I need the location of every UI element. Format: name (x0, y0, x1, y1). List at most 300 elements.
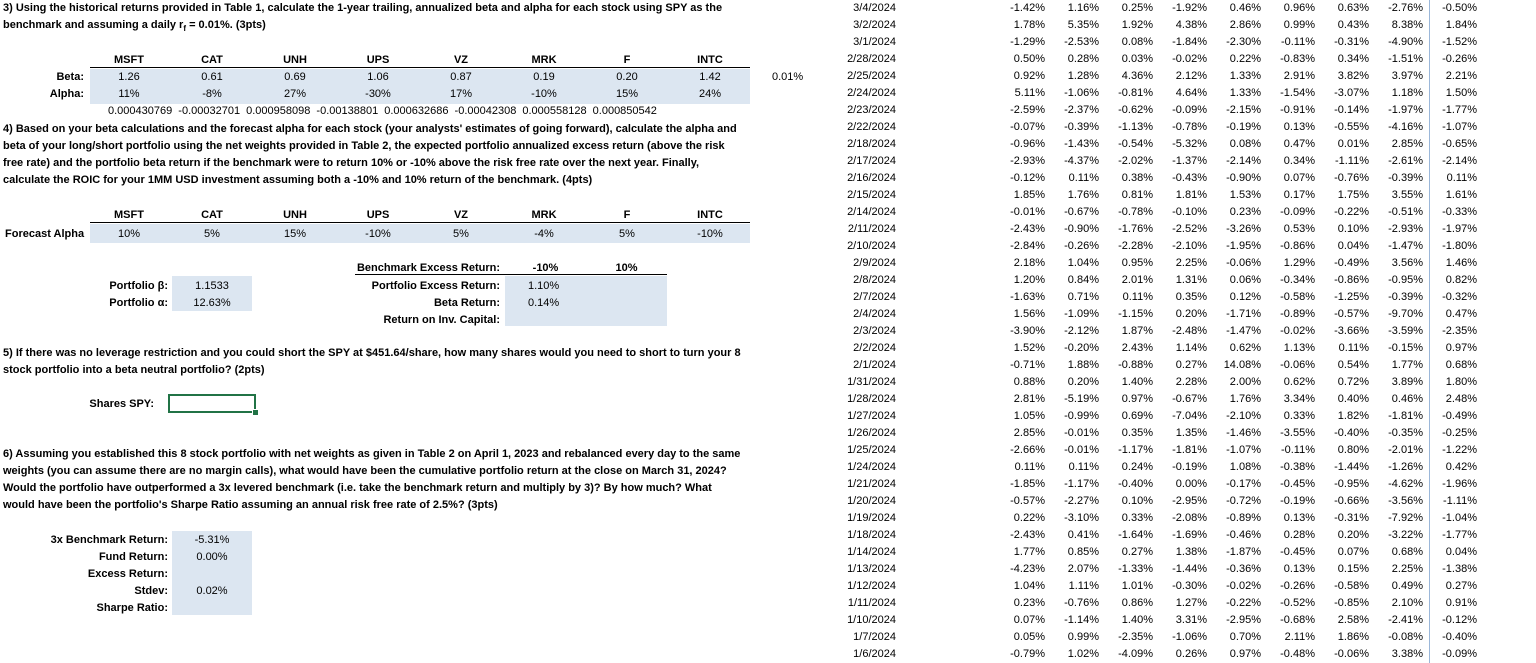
return-cell[interactable]: -1.06% (1172, 631, 1207, 643)
beta-value[interactable]: 1.06 (367, 71, 389, 83)
return-cell[interactable]: 2.07% (1067, 563, 1099, 575)
return-cell[interactable]: -9.70% (1388, 308, 1423, 320)
return-cell[interactable]: 0.91% (1429, 595, 1483, 612)
beta-value[interactable]: 0.20 (616, 71, 638, 83)
return-cell[interactable]: -2.01% (1388, 444, 1423, 456)
return-cell[interactable]: 1.78% (1013, 19, 1045, 31)
date-cell[interactable]: 2/3/2024 (853, 325, 896, 337)
return-cell[interactable]: -0.30% (1172, 580, 1207, 592)
return-cell[interactable]: 0.95% (1121, 257, 1153, 269)
return-cell[interactable]: -0.91% (1280, 104, 1315, 116)
date-cell[interactable]: 1/27/2024 (847, 410, 896, 422)
alpha-value[interactable]: 24% (698, 88, 722, 100)
return-cell[interactable]: -1.11% (1429, 493, 1483, 510)
return-cell[interactable]: 0.27% (1121, 546, 1153, 558)
return-cell[interactable]: -0.89% (1280, 308, 1315, 320)
return-cell[interactable]: 0.27% (1175, 359, 1207, 371)
return-cell[interactable]: -0.54% (1118, 138, 1153, 150)
return-cell[interactable]: 3.31% (1175, 614, 1207, 626)
return-cell[interactable]: -0.85% (1334, 597, 1369, 609)
return-cell[interactable]: -2.14% (1226, 155, 1261, 167)
return-cell[interactable]: 0.47% (1429, 306, 1483, 323)
return-cell[interactable]: 0.92% (1013, 70, 1045, 82)
return-cell[interactable]: -0.01% (1010, 206, 1045, 218)
return-cell[interactable]: -0.89% (1226, 512, 1261, 524)
return-cell[interactable]: -1.81% (1172, 444, 1207, 456)
return-cell[interactable]: 0.05% (1013, 631, 1045, 643)
date-cell[interactable]: 2/2/2024 (853, 342, 896, 354)
forecast-alpha-value[interactable]: -10% (697, 228, 723, 240)
date-cell[interactable]: 2/4/2024 (853, 308, 896, 320)
date-cell[interactable]: 1/10/2024 (847, 614, 896, 626)
return-cell[interactable]: 0.27% (1429, 578, 1483, 595)
date-cell[interactable]: 1/19/2024 (847, 512, 896, 524)
return-cell[interactable]: 2.21% (1429, 68, 1483, 85)
return-cell[interactable]: -0.17% (1226, 478, 1261, 490)
return-cell[interactable]: -2.15% (1226, 104, 1261, 116)
return-cell[interactable]: -2.93% (1010, 155, 1045, 167)
return-cell[interactable]: -0.25% (1429, 425, 1483, 442)
date-cell[interactable]: 1/31/2024 (847, 376, 896, 388)
return-cell[interactable]: 0.13% (1283, 563, 1315, 575)
forecast-alpha-value[interactable]: -4% (534, 228, 554, 240)
return-cell[interactable]: 0.34% (1283, 155, 1315, 167)
return-cell[interactable]: 0.26% (1175, 648, 1207, 660)
return-cell[interactable]: -2.43% (1010, 529, 1045, 541)
return-cell[interactable]: -0.10% (1172, 206, 1207, 218)
return-cell[interactable]: -0.26% (1064, 240, 1099, 252)
forecast-alpha-value[interactable]: 15% (283, 228, 307, 240)
date-cell[interactable]: 2/28/2024 (847, 53, 896, 65)
return-cell[interactable]: 0.22% (1229, 53, 1261, 65)
return-cell[interactable]: 0.68% (1391, 546, 1423, 558)
return-cell[interactable]: 0.07% (1337, 546, 1369, 558)
return-cell[interactable]: 8.38% (1391, 19, 1423, 31)
return-cell[interactable]: -4.62% (1388, 478, 1423, 490)
return-cell[interactable]: -0.12% (1429, 612, 1483, 629)
return-cell[interactable]: -2.28% (1118, 240, 1153, 252)
return-cell[interactable]: -1.95% (1226, 240, 1261, 252)
return-cell[interactable]: -0.40% (1429, 629, 1483, 646)
date-cell[interactable]: 2/16/2024 (847, 172, 896, 184)
return-cell[interactable]: 1.35% (1175, 427, 1207, 439)
return-cell[interactable]: -0.34% (1280, 274, 1315, 286)
return-cell[interactable]: 1.33% (1229, 87, 1261, 99)
return-cell[interactable]: 0.46% (1229, 2, 1261, 14)
return-cell[interactable]: 1.53% (1229, 189, 1261, 201)
return-cell[interactable]: -3.22% (1388, 529, 1423, 541)
return-cell[interactable]: 1.75% (1337, 189, 1369, 201)
beta-return-value[interactable]: 0.14% (528, 297, 560, 309)
return-cell[interactable]: -1.97% (1388, 104, 1423, 116)
return-cell[interactable]: 3.97% (1391, 70, 1423, 82)
return-cell[interactable]: -0.67% (1172, 393, 1207, 405)
return-cell[interactable]: 0.13% (1283, 512, 1315, 524)
return-cell[interactable]: 0.20% (1175, 308, 1207, 320)
return-cell[interactable]: -0.40% (1334, 427, 1369, 439)
date-cell[interactable]: 2/23/2024 (847, 104, 896, 116)
return-cell[interactable]: 3.34% (1283, 393, 1315, 405)
return-cell[interactable]: 2.25% (1391, 563, 1423, 575)
date-cell[interactable]: 2/22/2024 (847, 121, 896, 133)
return-cell[interactable]: -0.07% (1010, 121, 1045, 133)
alpha-value[interactable]: 17% (449, 88, 473, 100)
return-cell[interactable]: -2.95% (1172, 495, 1207, 507)
return-cell[interactable]: 0.20% (1067, 376, 1099, 388)
return-cell[interactable]: 0.11% (1338, 342, 1369, 354)
return-cell[interactable]: -3.59% (1388, 325, 1423, 337)
return-cell[interactable]: -1.54% (1280, 87, 1315, 99)
return-cell[interactable]: -0.39% (1388, 291, 1423, 303)
date-cell[interactable]: 2/24/2024 (847, 87, 896, 99)
q6-value[interactable]: 0.00% (196, 551, 228, 563)
return-cell[interactable]: -0.66% (1334, 495, 1369, 507)
alpha-value[interactable]: -30% (365, 88, 391, 100)
return-cell[interactable]: -1.96% (1429, 476, 1483, 493)
return-cell[interactable]: -0.01% (1064, 444, 1099, 456)
return-cell[interactable]: 0.35% (1121, 427, 1153, 439)
return-cell[interactable]: 2.18% (1013, 257, 1045, 269)
return-cell[interactable]: 2.28% (1175, 376, 1207, 388)
return-cell[interactable]: -0.09% (1280, 206, 1315, 218)
q6-value[interactable]: -5.31% (194, 534, 230, 546)
return-cell[interactable]: -1.64% (1118, 529, 1153, 541)
return-cell[interactable]: 1.82% (1337, 410, 1369, 422)
return-cell[interactable]: -0.14% (1334, 104, 1369, 116)
return-cell[interactable]: 0.35% (1175, 291, 1207, 303)
return-cell[interactable]: 1.04% (1067, 257, 1099, 269)
return-cell[interactable]: -0.43% (1172, 172, 1207, 184)
return-cell[interactable]: -2.08% (1172, 512, 1207, 524)
return-cell[interactable]: 2.91% (1283, 70, 1315, 82)
return-cell[interactable]: 0.33% (1283, 410, 1315, 422)
return-cell[interactable]: -0.33% (1429, 204, 1483, 221)
date-cell[interactable]: 1/7/2024 (853, 631, 896, 643)
return-cell[interactable]: 1.40% (1121, 614, 1153, 626)
date-cell[interactable]: 2/25/2024 (847, 70, 896, 82)
return-cell[interactable]: -1.07% (1226, 444, 1261, 456)
return-cell[interactable]: 0.17% (1283, 189, 1315, 201)
fill-handle[interactable] (252, 409, 259, 416)
date-cell[interactable]: 2/14/2024 (847, 206, 896, 218)
return-cell[interactable]: 1.77% (1391, 359, 1423, 371)
return-cell[interactable]: 0.03% (1121, 53, 1153, 65)
date-cell[interactable]: 1/25/2024 (847, 444, 896, 456)
beta-value[interactable]: 1.26 (118, 71, 140, 83)
return-cell[interactable]: 0.23% (1013, 597, 1045, 609)
return-cell[interactable]: -0.09% (1429, 646, 1483, 663)
return-cell[interactable]: 0.11% (1429, 170, 1483, 187)
date-cell[interactable]: 2/10/2024 (847, 240, 896, 252)
return-cell[interactable]: 1.14% (1175, 342, 1207, 354)
return-cell[interactable]: 0.54% (1337, 359, 1369, 371)
return-cell[interactable]: -0.06% (1280, 359, 1315, 371)
return-cell[interactable]: -3.66% (1334, 325, 1369, 337)
return-cell[interactable]: 1.92% (1121, 19, 1153, 31)
return-cell[interactable]: -2.41% (1388, 614, 1423, 626)
return-cell[interactable]: 1.28% (1067, 70, 1099, 82)
return-cell[interactable]: -1.80% (1429, 238, 1483, 255)
return-cell[interactable]: 2.43% (1121, 342, 1153, 354)
return-cell[interactable]: -0.02% (1172, 53, 1207, 65)
return-cell[interactable]: -1.52% (1429, 34, 1483, 51)
return-cell[interactable]: 0.11% (1122, 291, 1153, 303)
return-cell[interactable]: 0.01% (1337, 138, 1369, 150)
return-cell[interactable]: -0.62% (1118, 104, 1153, 116)
return-cell[interactable]: -0.31% (1334, 36, 1369, 48)
return-cell[interactable]: 1.88% (1067, 359, 1099, 371)
return-cell[interactable]: 1.52% (1013, 342, 1045, 354)
date-cell[interactable]: 1/6/2024 (853, 648, 896, 660)
return-cell[interactable]: 0.84% (1067, 274, 1099, 286)
return-cell[interactable]: 0.04% (1429, 544, 1483, 561)
return-cell[interactable]: 0.10% (1337, 223, 1369, 235)
return-cell[interactable]: 0.08% (1121, 36, 1153, 48)
return-cell[interactable]: -0.67% (1064, 206, 1099, 218)
return-cell[interactable]: -1.47% (1226, 325, 1261, 337)
return-cell[interactable]: -1.15% (1118, 308, 1153, 320)
date-cell[interactable]: 2/8/2024 (853, 274, 896, 286)
date-cell[interactable]: 1/11/2024 (847, 597, 896, 609)
return-cell[interactable]: -0.95% (1388, 274, 1423, 286)
return-cell[interactable]: -2.35% (1429, 323, 1483, 340)
return-cell[interactable]: 3.55% (1391, 189, 1423, 201)
return-cell[interactable]: -0.88% (1118, 359, 1153, 371)
return-cell[interactable]: -0.08% (1388, 631, 1423, 643)
return-cell[interactable]: -0.50% (1429, 0, 1483, 17)
alpha-value[interactable]: 27% (283, 88, 307, 100)
return-cell[interactable]: 2.81% (1013, 393, 1045, 405)
return-cell[interactable]: 1.01% (1121, 580, 1153, 592)
return-cell[interactable]: -0.22% (1334, 206, 1369, 218)
return-cell[interactable]: 2.12% (1175, 70, 1207, 82)
return-cell[interactable]: -1.69% (1172, 529, 1207, 541)
return-cell[interactable]: -0.26% (1280, 580, 1315, 592)
date-cell[interactable]: 1/26/2024 (847, 427, 896, 439)
return-cell[interactable]: -1.14% (1064, 614, 1099, 626)
return-cell[interactable]: 1.80% (1429, 374, 1483, 391)
forecast-alpha-value[interactable]: -10% (365, 228, 391, 240)
date-cell[interactable]: 1/20/2024 (847, 495, 896, 507)
return-cell[interactable]: -1.63% (1010, 291, 1045, 303)
return-cell[interactable]: -3.56% (1388, 495, 1423, 507)
return-cell[interactable]: -0.11% (1280, 444, 1315, 456)
return-cell[interactable]: -0.65% (1429, 136, 1483, 153)
return-cell[interactable]: 1.29% (1283, 257, 1315, 269)
return-cell[interactable]: 0.20% (1337, 529, 1369, 541)
return-cell[interactable]: -2.66% (1010, 444, 1045, 456)
alpha-value[interactable]: 11% (118, 88, 140, 100)
return-cell[interactable]: -0.39% (1388, 172, 1423, 184)
q6-value[interactable]: 0.02% (196, 585, 228, 597)
return-cell[interactable]: -2.59% (1010, 104, 1045, 116)
return-cell[interactable]: 0.49% (1391, 580, 1423, 592)
return-cell[interactable]: -1.77% (1429, 102, 1483, 119)
return-cell[interactable]: -1.44% (1334, 461, 1369, 473)
return-cell[interactable]: 1.11% (1068, 580, 1099, 592)
return-cell[interactable]: 3.89% (1391, 376, 1423, 388)
return-cell[interactable]: 0.08% (1229, 138, 1261, 150)
return-cell[interactable]: -1.37% (1172, 155, 1207, 167)
return-cell[interactable]: -0.32% (1429, 289, 1483, 306)
return-cell[interactable]: 1.20% (1013, 274, 1045, 286)
return-cell[interactable]: -0.46% (1226, 529, 1261, 541)
raw-alpha-values[interactable]: 0.000430769 -0.00032701 0.000958098 -0.00138801 0.000632686 -0.00042308 0.000558128 0.000850542 (108, 105, 657, 117)
return-cell[interactable]: -2.35% (1118, 631, 1153, 643)
return-cell[interactable]: 2.00% (1229, 376, 1261, 388)
return-cell[interactable]: 5.11% (1014, 87, 1045, 99)
return-cell[interactable]: -1.77% (1429, 527, 1483, 544)
return-cell[interactable]: -0.38% (1280, 461, 1315, 473)
return-cell[interactable]: 0.85% (1067, 546, 1099, 558)
return-cell[interactable]: 0.00% (1175, 478, 1207, 490)
return-cell[interactable]: -1.33% (1118, 563, 1153, 575)
return-cell[interactable]: 0.86% (1121, 597, 1153, 609)
return-cell[interactable]: 1.56% (1013, 308, 1045, 320)
risk-free-cell[interactable]: 0.01% (772, 71, 804, 83)
date-cell[interactable]: 2/17/2024 (847, 155, 896, 167)
return-cell[interactable]: -2.12% (1064, 325, 1099, 337)
return-cell[interactable]: -1.29% (1010, 36, 1045, 48)
beta-value[interactable]: 0.87 (450, 71, 472, 83)
return-cell[interactable]: -0.39% (1064, 121, 1099, 133)
return-cell[interactable]: 0.99% (1067, 631, 1099, 643)
return-cell[interactable]: -0.40% (1118, 478, 1153, 490)
return-cell[interactable]: -0.86% (1334, 274, 1369, 286)
return-cell[interactable]: -1.42% (1010, 2, 1045, 14)
return-cell[interactable]: -0.51% (1388, 206, 1423, 218)
return-cell[interactable]: -0.06% (1226, 257, 1261, 269)
return-cell[interactable]: 1.05% (1013, 410, 1045, 422)
date-cell[interactable]: 3/4/2024 (853, 2, 896, 14)
return-cell[interactable]: 0.80% (1337, 444, 1369, 456)
return-cell[interactable]: 0.53% (1283, 223, 1315, 235)
return-cell[interactable]: -4.16% (1388, 121, 1423, 133)
return-cell[interactable]: -0.90% (1226, 172, 1261, 184)
return-cell[interactable]: 0.62% (1229, 342, 1261, 354)
return-cell[interactable]: 0.63% (1337, 2, 1369, 14)
return-cell[interactable]: -0.49% (1429, 408, 1483, 425)
return-cell[interactable]: 0.40% (1337, 393, 1369, 405)
date-cell[interactable]: 2/18/2024 (847, 138, 896, 150)
return-cell[interactable]: 2.85% (1013, 427, 1045, 439)
return-cell[interactable]: -1.25% (1334, 291, 1369, 303)
return-cell[interactable]: 1.50% (1429, 85, 1483, 102)
portfolio-alpha-value[interactable]: 12.63% (193, 297, 231, 309)
date-cell[interactable]: 2/7/2024 (853, 291, 896, 303)
return-cell[interactable]: -1.51% (1388, 53, 1423, 65)
return-cell[interactable]: 1.33% (1229, 70, 1261, 82)
return-cell[interactable]: -3.10% (1064, 512, 1099, 524)
alpha-value[interactable]: 15% (615, 88, 639, 100)
return-cell[interactable]: -0.58% (1280, 291, 1315, 303)
return-cell[interactable]: -0.11% (1280, 36, 1315, 48)
return-cell[interactable]: -1.06% (1064, 87, 1099, 99)
return-cell[interactable]: 0.82% (1429, 272, 1483, 289)
return-cell[interactable]: -0.31% (1334, 512, 1369, 524)
return-cell[interactable]: -0.76% (1334, 172, 1369, 184)
return-cell[interactable]: 2.25% (1175, 257, 1207, 269)
forecast-alpha-value[interactable]: 5% (453, 228, 469, 240)
return-cell[interactable]: 0.72% (1337, 376, 1369, 388)
return-cell[interactable]: 4.64% (1175, 87, 1207, 99)
date-cell[interactable]: 1/18/2024 (847, 529, 896, 541)
return-cell[interactable]: -1.17% (1118, 444, 1153, 456)
return-cell[interactable]: 0.96% (1283, 2, 1315, 14)
return-cell[interactable]: 0.11% (1014, 461, 1045, 473)
return-cell[interactable]: -2.43% (1010, 223, 1045, 235)
return-cell[interactable]: 0.41% (1067, 529, 1099, 541)
return-cell[interactable]: 1.77% (1013, 546, 1045, 558)
return-cell[interactable]: -1.11% (1334, 155, 1369, 167)
return-cell[interactable]: -2.10% (1172, 240, 1207, 252)
return-cell[interactable]: 5.35% (1067, 19, 1099, 31)
shares-spy-input[interactable] (168, 394, 256, 413)
return-cell[interactable]: -5.19% (1064, 393, 1099, 405)
return-cell[interactable]: 3.56% (1391, 257, 1423, 269)
beta-value[interactable]: 1.42 (699, 71, 721, 83)
return-cell[interactable]: -0.72% (1226, 495, 1261, 507)
return-cell[interactable]: -2.30% (1226, 36, 1261, 48)
return-cell[interactable]: -3.07% (1334, 87, 1369, 99)
return-cell[interactable]: 0.88% (1013, 376, 1045, 388)
return-cell[interactable]: 1.86% (1337, 631, 1369, 643)
return-cell[interactable]: -2.84% (1010, 240, 1045, 252)
return-cell[interactable]: 0.07% (1013, 614, 1045, 626)
return-cell[interactable]: 0.68% (1429, 357, 1483, 374)
return-cell[interactable]: -0.76% (1064, 597, 1099, 609)
return-cell[interactable]: -4.37% (1064, 155, 1099, 167)
return-cell[interactable]: -0.58% (1334, 580, 1369, 592)
return-cell[interactable]: 0.38% (1121, 172, 1153, 184)
return-cell[interactable]: -1.87% (1226, 546, 1261, 558)
return-cell[interactable]: 1.38% (1175, 546, 1207, 558)
return-cell[interactable]: 0.28% (1283, 529, 1315, 541)
beta-value[interactable]: 0.19 (533, 71, 555, 83)
return-cell[interactable]: 0.15% (1337, 563, 1369, 575)
return-cell[interactable]: 0.06% (1229, 274, 1261, 286)
return-cell[interactable]: -0.57% (1334, 308, 1369, 320)
return-cell[interactable]: -0.02% (1280, 325, 1315, 337)
return-cell[interactable]: -0.86% (1280, 240, 1315, 252)
return-cell[interactable]: -0.78% (1172, 121, 1207, 133)
forecast-alpha-value[interactable]: 5% (619, 228, 635, 240)
return-cell[interactable]: -0.81% (1118, 87, 1153, 99)
return-cell[interactable]: 1.40% (1121, 376, 1153, 388)
return-cell[interactable]: -0.78% (1118, 206, 1153, 218)
return-cell[interactable]: -0.19% (1280, 495, 1315, 507)
return-cell[interactable]: -0.09% (1172, 104, 1207, 116)
return-cell[interactable]: -3.90% (1010, 325, 1045, 337)
return-cell[interactable]: 1.87% (1121, 325, 1153, 337)
date-cell[interactable]: 1/21/2024 (847, 478, 896, 490)
return-cell[interactable]: 2.48% (1429, 391, 1483, 408)
return-cell[interactable]: 0.24% (1121, 461, 1153, 473)
return-cell[interactable]: -0.71% (1010, 359, 1045, 371)
return-cell[interactable]: -0.79% (1010, 648, 1045, 660)
return-cell[interactable]: -0.19% (1172, 461, 1207, 473)
return-cell[interactable]: -2.48% (1172, 325, 1207, 337)
return-cell[interactable]: -1.22% (1429, 442, 1483, 459)
return-cell[interactable]: 2.01% (1121, 274, 1153, 286)
return-cell[interactable]: 0.47% (1283, 138, 1315, 150)
return-cell[interactable]: 1.81% (1175, 189, 1207, 201)
return-cell[interactable]: -2.53% (1064, 36, 1099, 48)
return-cell[interactable]: 1.16% (1067, 2, 1099, 14)
return-cell[interactable]: -0.57% (1010, 495, 1045, 507)
return-cell[interactable]: 1.08% (1229, 461, 1261, 473)
date-cell[interactable]: 2/11/2024 (847, 223, 896, 235)
